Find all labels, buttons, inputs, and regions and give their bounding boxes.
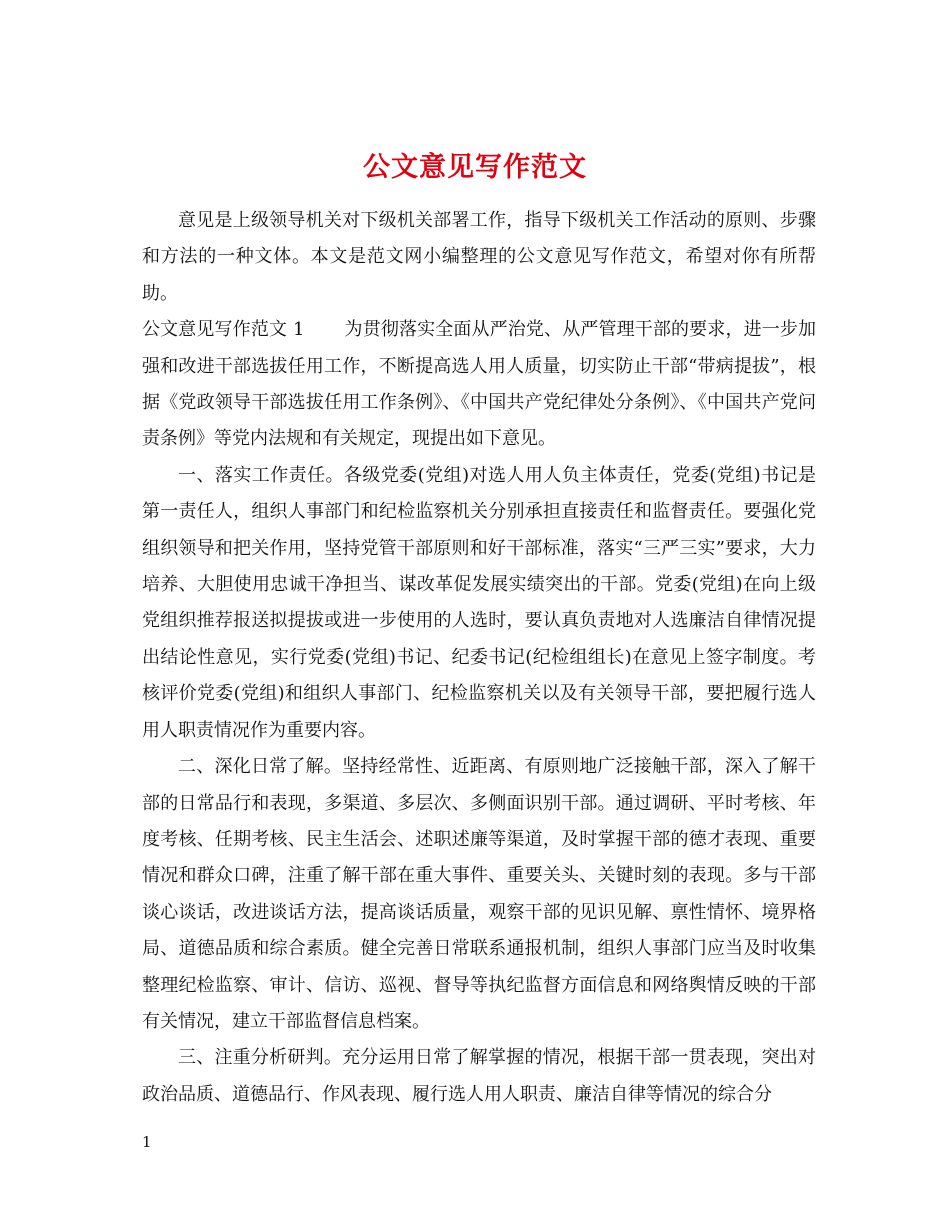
document-body xyxy=(142,203,816,1113)
point-2-paragraph: 二、深化日常了解。坚持经常性、近距离、有原则地广泛接触干部，深入了解干部的日常品行和表现，多渠道、多层次、多侧面识别干部。通过调研、平时考核、年度考核、任期考核、民主生活会、述职述廉等渠道，及时掌握干部的德才表现、重要情况和群众口碑，注重了解干部在重大事件、重要关头、关键时刻的表现。多与干部谈心谈话，改进谈话方法，提高谈话质量，观察干部的见识见解、禀性情怀、境界格局、道德品质和综合素质。健全完善日常联系通报机制，组织人事部门应当及时收集整理纪检监察、审计、信访、巡视、督导等执纪监督方面信息和网络舆情反映的干部有关情况，建立干部监督信息档案。 xyxy=(142,756,816,1032)
sample-label: 公文意见写作范文 1 xyxy=(142,319,305,341)
point-3-paragraph: 三、注重分析研判。充分运用日常了解掌握的情况，根据干部一贯表现，突出对政治品质、道德品行、作风表现、履行选人用人职责、廉洁自律等情况的综合分 xyxy=(142,1047,816,1105)
document-title: 公文意见写作范文 xyxy=(363,152,587,184)
page-number: 1 xyxy=(142,1133,152,1151)
sample-body: 为贯彻落实全面从严治党、从严管理干部的要求，进一步加强和改进干部选拔任用工作，不断提高选人用人质量，切实防止干部“带病提拔”，根据《党政领导干部选拔任用工作条例》、《中国共产党纪律处分条例》、《中国共产党问责条例》等党内法规和有关规定，现提出如下意见。 xyxy=(142,319,816,450)
sample-paragraph xyxy=(142,312,816,458)
point-1-paragraph: 一、落实工作责任。各级党委(党组)对选人用人负主体责任，党委(党组)书记是第一责任人，组织人事部门和纪检监察机关分别承担直接责任和监督责任。要强化党组织领导和把关作用，坚持党管干部原则和好干部标准，落实“三严三实”要求，大力培养、大胆使用忠诚干净担当、谋改革促发展实绩突出的干部。党委(党组)在向上级党组织推荐报送拟提拔或进一步使用的人选时，要认真负责地对人选廉洁自律情况提出结论性意见，实行党委(党组)书记、纪委书记(纪检组组长)在意见上签字制度。考核评价党委(党组)和组织人事部门、纪检监察机关以及有关领导干部，要把履行选人用人职责情况作为重要内容。 xyxy=(142,464,816,741)
intro-paragraph: 意见是上级领导机关对下级机关部署工作，指导下级机关工作活动的原则、步骤和方法的一种文体。本文是范文网小编整理的公文意见写作范文，希望对你有所帮助。 xyxy=(142,210,816,304)
